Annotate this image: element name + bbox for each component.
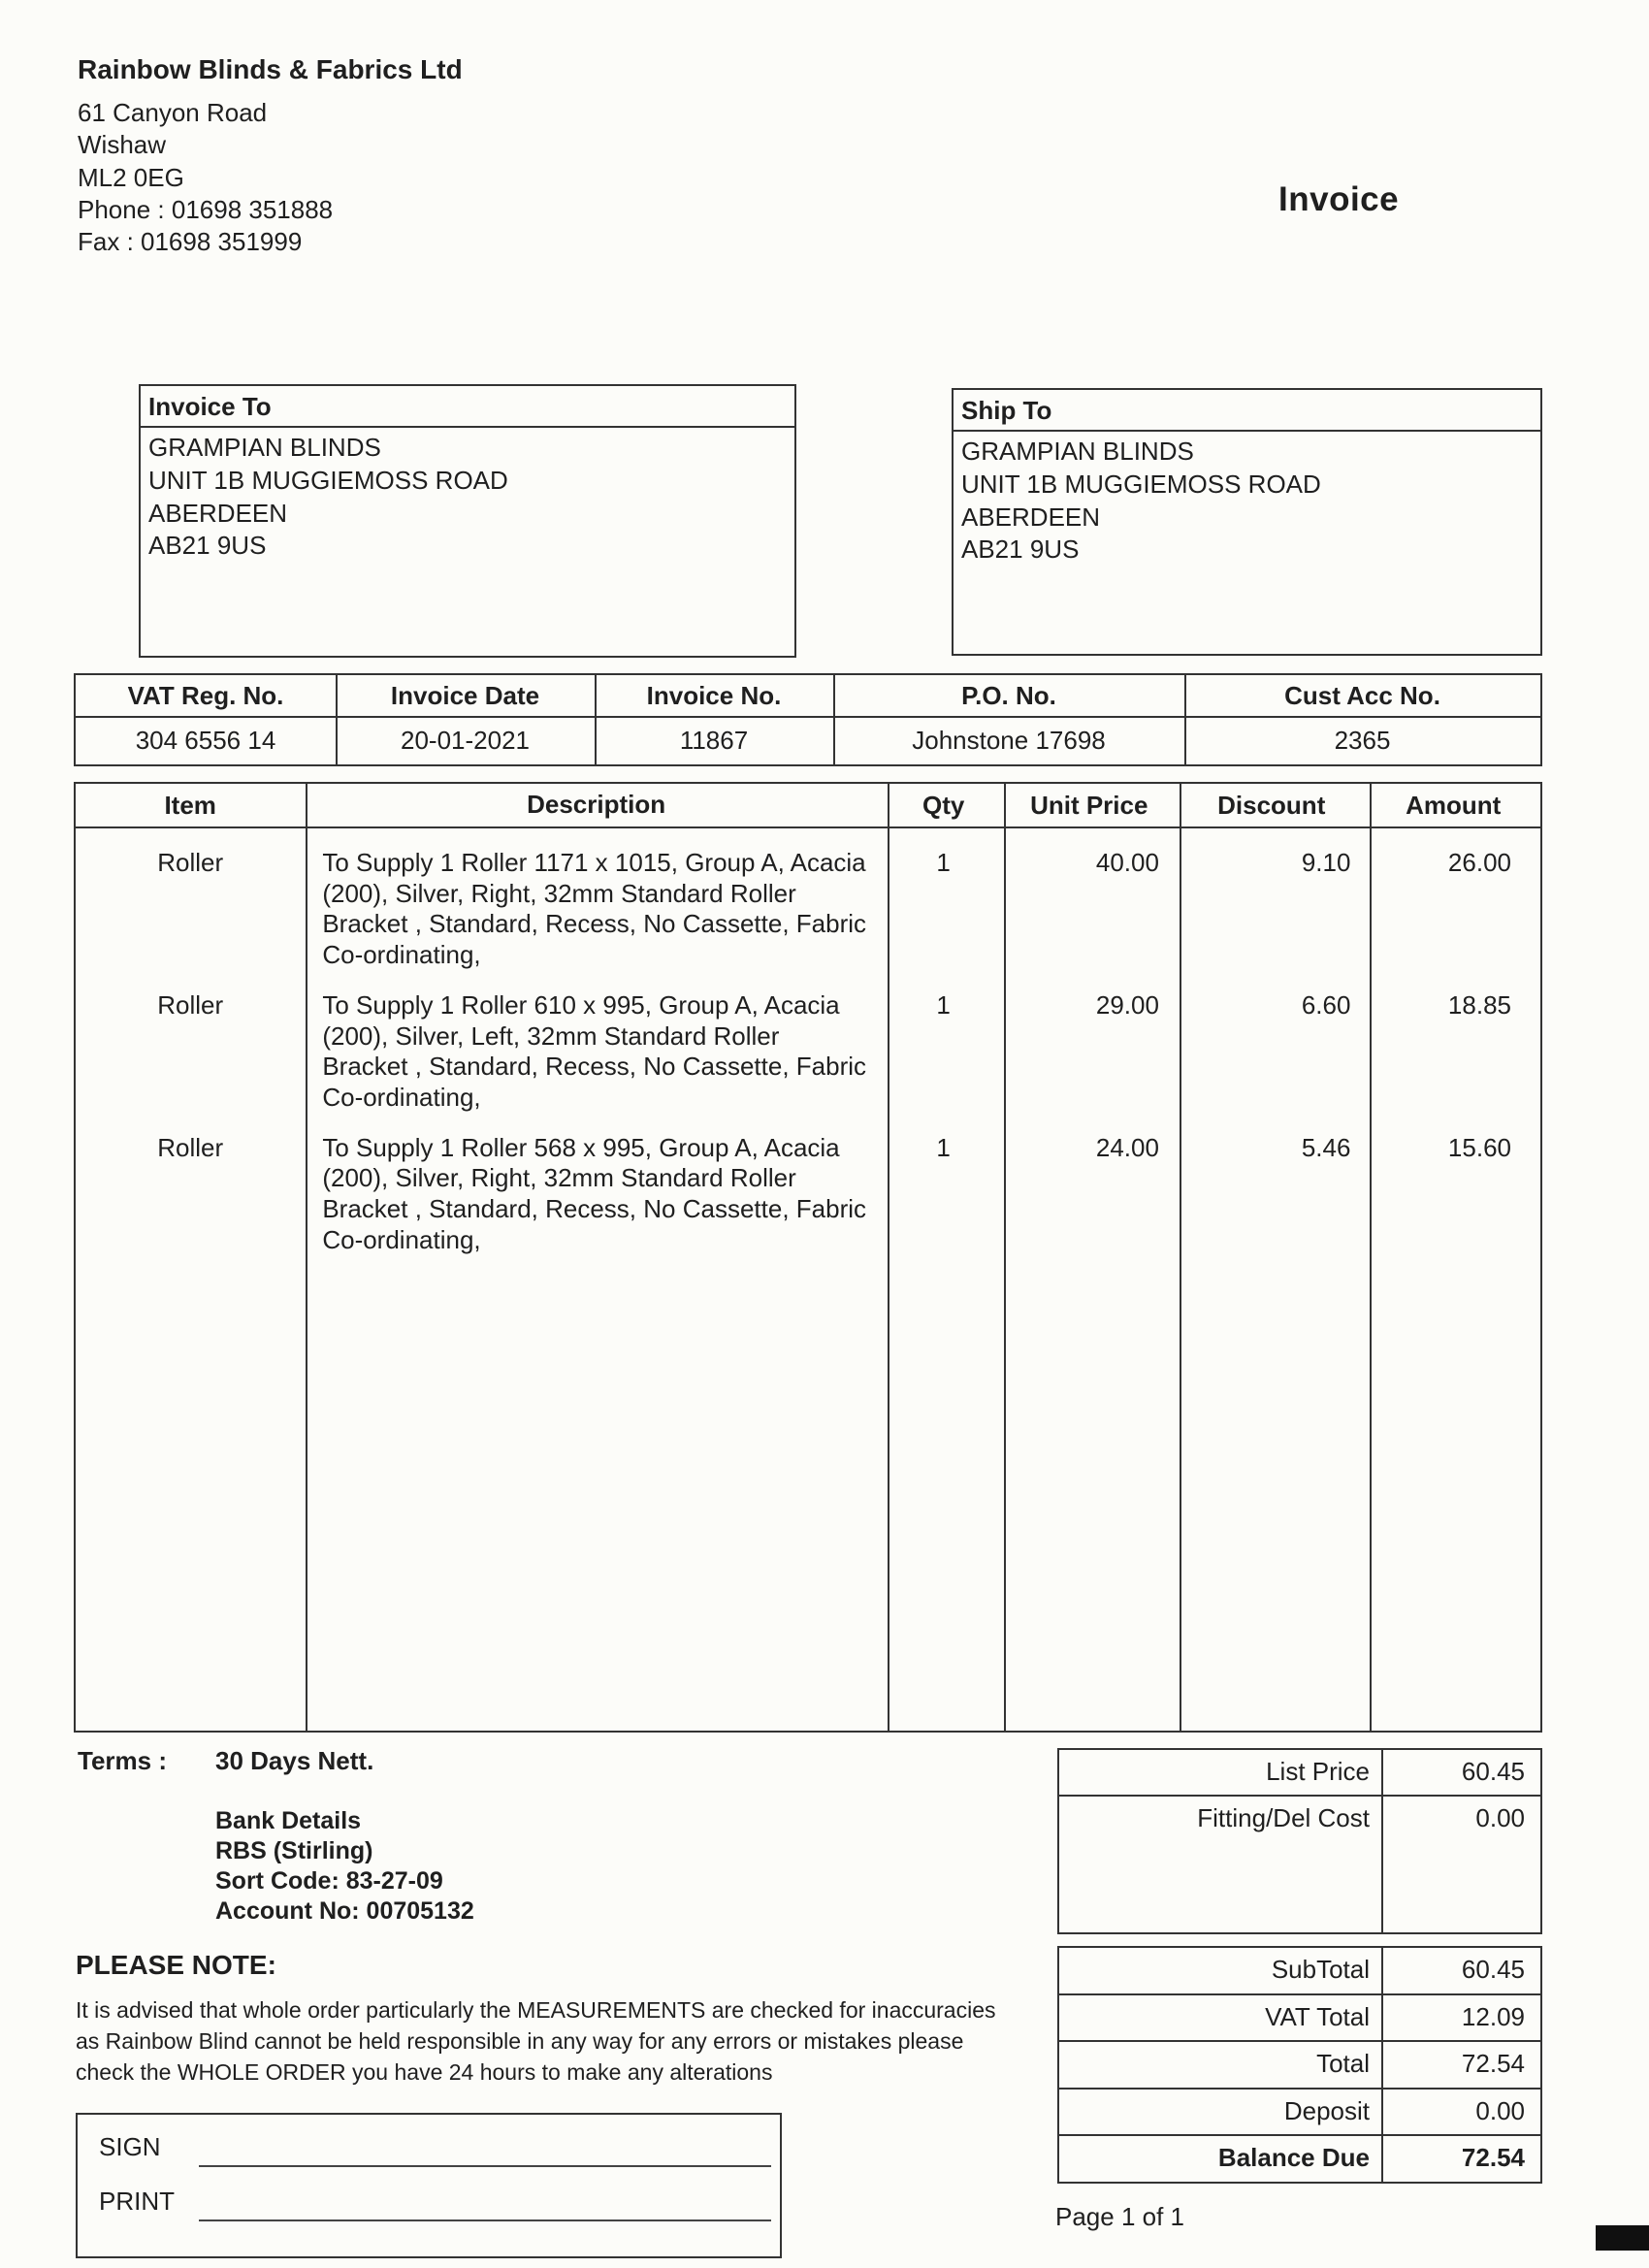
invoice-to-label: Invoice To bbox=[141, 386, 794, 428]
document-title: Invoice bbox=[1278, 180, 1400, 218]
subtotal-value: 60.45 bbox=[1461, 1955, 1525, 1984]
bank-sort-code: Sort Code: 83-27-09 bbox=[215, 1867, 443, 1895]
sign-line[interactable] bbox=[199, 2165, 771, 2167]
meta-value-invoice-no: 11867 bbox=[679, 725, 749, 755]
item-amount: 26.00 bbox=[1447, 848, 1511, 877]
item-qty: 1 bbox=[936, 989, 951, 1020]
item-discount: 6.60 bbox=[1301, 989, 1351, 1020]
items-header-unit-price: Unit Price bbox=[1030, 790, 1148, 820]
item-qty: 1 bbox=[936, 1132, 951, 1162]
totals-lower-box bbox=[1057, 1946, 1542, 2184]
total-row-list-price bbox=[1059, 1750, 1540, 1797]
divider bbox=[833, 675, 835, 764]
divider bbox=[1370, 784, 1372, 1731]
totals-upper-box bbox=[1057, 1748, 1542, 1934]
item-unit-price: 40.00 bbox=[1095, 848, 1159, 877]
list-price-value: 60.45 bbox=[1461, 1757, 1525, 1786]
divider bbox=[595, 675, 597, 764]
ship-to-box bbox=[952, 388, 1542, 656]
invoice-to-line: AB21 9US bbox=[148, 531, 267, 561]
item-qty: 1 bbox=[936, 848, 951, 877]
items-header-discount: Discount bbox=[1217, 790, 1326, 820]
item-description: To Supply 1 Roller 1171 x 1015, Group A, Acacia (200), Silver, Right, 32mm Standard Roller Bracket , Standard, Recess, No Cassette, Fabric Co-ordinating, bbox=[322, 848, 867, 970]
balance-due-value: 72.54 bbox=[1461, 2143, 1525, 2173]
items-header-qty: Qty bbox=[922, 790, 965, 820]
bank-name: RBS (Stirling) bbox=[215, 1837, 373, 1864]
vat-total-value: 12.09 bbox=[1461, 2001, 1525, 2031]
invoice-to-line: ABERDEEN bbox=[148, 498, 288, 528]
item-discount: 5.46 bbox=[1301, 1132, 1351, 1162]
invoice-to-line: UNIT 1B MUGGIEMOSS ROAD bbox=[148, 465, 508, 495]
company-address-line1: 61 Canyon Road bbox=[78, 98, 268, 127]
divider bbox=[888, 784, 889, 1731]
divider bbox=[306, 784, 307, 1731]
total-row-fitting bbox=[1059, 1797, 1540, 1932]
divider bbox=[336, 675, 338, 764]
meta-header-cust-acc: Cust Acc No. bbox=[1284, 680, 1440, 710]
total-value: 72.54 bbox=[1461, 2049, 1525, 2079]
total-row-deposit bbox=[1059, 2088, 1540, 2135]
company-address-line3: ML2 0EG bbox=[78, 162, 184, 192]
bank-account-no: Account No: 00705132 bbox=[215, 1897, 474, 1925]
divider bbox=[1184, 675, 1186, 764]
meta-value-date: 20-01-2021 bbox=[401, 725, 530, 755]
vat-total-label: VAT Total bbox=[1059, 1995, 1383, 2041]
ship-to-line: GRAMPIAN BLINDS bbox=[961, 437, 1194, 466]
terms-value: 30 Days Nett. bbox=[215, 1746, 374, 1775]
print-label: PRINT bbox=[99, 2187, 175, 2216]
item-row bbox=[76, 848, 1540, 971]
invoice-to-box bbox=[139, 384, 796, 658]
page-number: Page 1 of 1 bbox=[1055, 2202, 1184, 2231]
item-unit-price: 24.00 bbox=[1095, 1132, 1159, 1162]
balance-due-label: Balance Due bbox=[1059, 2136, 1383, 2182]
total-row-subtotal bbox=[1059, 1948, 1540, 1993]
total-row-vat bbox=[1059, 1993, 1540, 2041]
please-note-title: PLEASE NOTE: bbox=[76, 1950, 276, 1980]
item-name: Roller bbox=[157, 989, 224, 1020]
ship-to-line: AB21 9US bbox=[961, 535, 1080, 565]
meta-header-date: Invoice Date bbox=[390, 680, 540, 710]
item-amount: 18.85 bbox=[1447, 989, 1511, 1020]
meta-value-vat: 304 6556 14 bbox=[135, 725, 276, 755]
company-header bbox=[78, 54, 463, 258]
meta-value-cust-acc: 2365 bbox=[1334, 725, 1391, 755]
divider bbox=[1004, 784, 1006, 1731]
meta-header-po-no: P.O. No. bbox=[961, 680, 1056, 710]
bank-details bbox=[215, 1806, 474, 1927]
ship-to-label: Ship To bbox=[954, 390, 1540, 432]
item-row bbox=[76, 1133, 1540, 1256]
total-row-total bbox=[1059, 2040, 1540, 2088]
item-row bbox=[76, 990, 1540, 1114]
list-price-label: List Price bbox=[1059, 1750, 1383, 1795]
item-discount: 9.10 bbox=[1301, 848, 1351, 877]
deposit-value: 0.00 bbox=[1475, 2095, 1525, 2125]
invoice-to-line: GRAMPIAN BLINDS bbox=[148, 433, 381, 462]
please-note-body: It is advised that whole order particularly the MEASUREMENTS are checked for inaccuracies as Rainbow Blind cannot be held responsible in any way for any errors or mistakes please check the WHOLE ORDER you have 24 hours to make any alterations bbox=[76, 1997, 996, 2086]
invoice-meta-table bbox=[74, 673, 1542, 766]
item-unit-price: 29.00 bbox=[1095, 989, 1159, 1020]
deposit-label: Deposit bbox=[1059, 2090, 1383, 2135]
ship-to-address bbox=[954, 432, 1540, 570]
fitting-cost-label: Fitting/Del Cost bbox=[1059, 1797, 1383, 1932]
items-header-row bbox=[76, 784, 1540, 828]
print-line[interactable] bbox=[199, 2219, 771, 2221]
terms-label: Terms : bbox=[78, 1746, 167, 1775]
invoice-to-address bbox=[141, 428, 794, 567]
ship-to-line: ABERDEEN bbox=[961, 502, 1101, 532]
meta-values-row bbox=[76, 718, 1540, 762]
subtotal-label: SubTotal bbox=[1059, 1948, 1383, 1993]
fitting-cost-value: 0.00 bbox=[1475, 1803, 1525, 1832]
meta-header-vat: VAT Reg. No. bbox=[127, 680, 284, 710]
sign-label: SIGN bbox=[99, 2132, 161, 2161]
meta-header-invoice-no: Invoice No. bbox=[646, 680, 782, 710]
items-header-description: Description bbox=[527, 790, 666, 820]
bank-details-title: Bank Details bbox=[215, 1807, 362, 1834]
items-header-item: Item bbox=[164, 790, 216, 820]
item-amount: 15.60 bbox=[1447, 1132, 1511, 1162]
company-fax: Fax : 01698 351999 bbox=[78, 227, 303, 257]
item-description: To Supply 1 Roller 610 x 995, Group A, Acacia (200), Silver, Left, 32mm Standard Roller Bracket , Standard, Recess, No Cassette, Fabric Co-ordinating, bbox=[322, 989, 867, 1113]
ship-to-line: UNIT 1B MUGGIEMOSS ROAD bbox=[961, 469, 1321, 499]
item-name: Roller bbox=[157, 1132, 224, 1162]
meta-value-po-no: Johnstone 17698 bbox=[912, 725, 1106, 755]
company-address-line2: Wishaw bbox=[78, 130, 167, 160]
item-name: Roller bbox=[157, 848, 224, 877]
items-header-amount: Amount bbox=[1406, 790, 1502, 820]
company-phone: Phone : 01698 351888 bbox=[78, 194, 334, 224]
signature-box bbox=[76, 2113, 782, 2258]
scan-artifact bbox=[1596, 2225, 1649, 2251]
total-row-balance-due bbox=[1059, 2134, 1540, 2182]
item-description: To Supply 1 Roller 568 x 995, Group A, Acacia (200), Silver, Right, 32mm Standard Roller Bracket , Standard, Recess, No Cassette, Fabric Co-ordinating, bbox=[322, 1132, 867, 1254]
company-name: Rainbow Blinds & Fabrics Ltd bbox=[78, 54, 463, 84]
divider bbox=[1180, 784, 1181, 1731]
meta-header-row bbox=[76, 675, 1540, 718]
total-label: Total bbox=[1059, 2042, 1383, 2088]
line-items-table bbox=[74, 782, 1542, 1733]
